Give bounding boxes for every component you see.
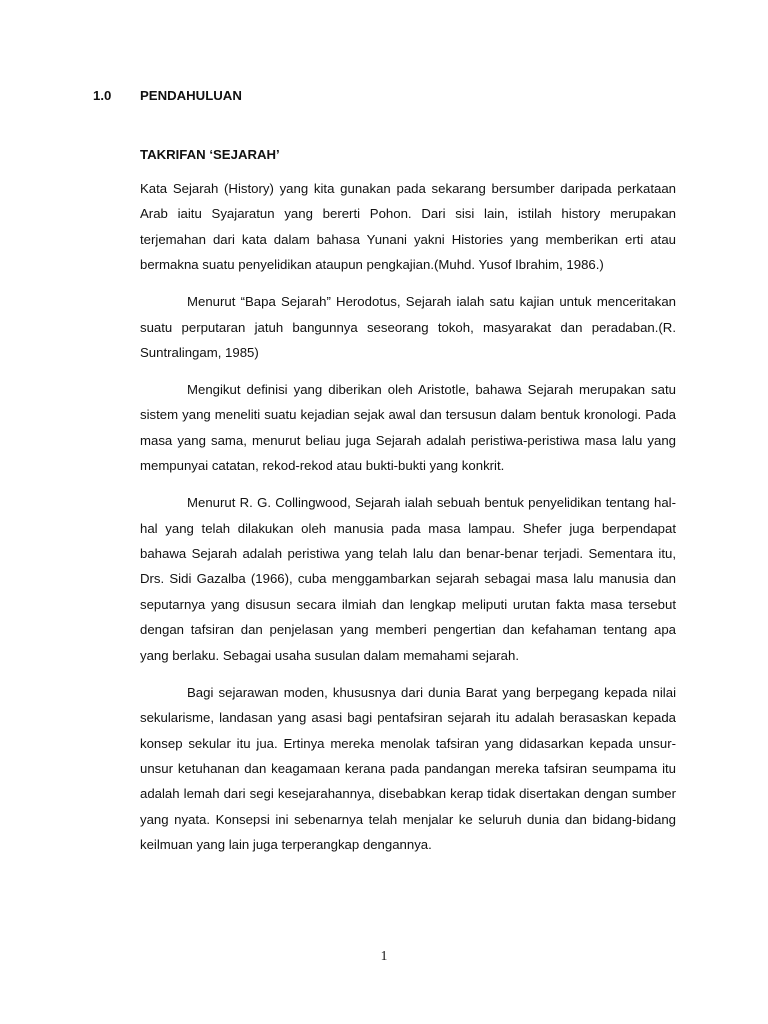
section-number: 1.0 (93, 88, 112, 103)
body-text (140, 176, 676, 869)
section-title: PENDAHULUAN (140, 88, 242, 103)
paragraph-4: Menurut R. G. Collingwood, Sejarah ialah sebuah bentuk penyelidikan tentang hal-hal yang telah dilakukan oleh manusia pada masa lampau. Shefer juga berpendapat bahawa Sejarah adalah peristiwa yang telah lalu dan benar-benar terjadi. Sementara itu, Drs. Sidi Gazalba (1966), cuba menggambarkan sejarah sebagai masa lalu manusia dan seputarnya yang disusun secara ilmiah dan lengkap meliputi urutan fakta masa tersebut dengan tafsiran dan penjelasan yang memberi pengertian dan kefahaman tentang apa yang berlaku. Sebagai usaha susulan dalam memahami sejarah. (140, 495, 676, 663)
subheading: TAKRIFAN ‘SEJARAH’ (140, 147, 280, 162)
page-number: 1 (380, 948, 388, 963)
paragraph-5: Bagi sejarawan moden, khususnya dari dunia Barat yang berpegang kepada nilai sekularisme, landasan yang asasi bagi pentafsiran sejarah itu adalah berasaskan kepada konsep sekular itu jua. Ertinya mereka menolak tafsiran yang didasarkan kepada unsur-unsur ketuhanan dan keagamaan kerana pada pandangan mereka tafsiran seumpama itu adalah lemah dari segi kesejarahannya, disebabkan kerap tidak disertakan dengan sumber yang nyata. Konsepsi ini sebenarnya telah menjalar ke seluruh dunia dan bidang-bidang keilmuan yang lain juga terperangkap dengannya. (140, 684, 676, 853)
paragraph-1: Kata Sejarah (History) yang kita gunakan pada sekarang bersumber daripada perkataan Arab iaitu Syajaratun yang bererti Pohon. Dari sisi lain, istilah history merupakan terjemahan dari kata dalam bahasa Yunani yakni Histories yang memberikan erti atau bermakna suatu penyelidikan ataupun pengkajian.(Muhd. Yusof Ibrahim, 1986.) (140, 181, 676, 273)
paragraph-3: Mengikut definisi yang diberikan oleh Aristotle, bahawa Sejarah merupakan satu sistem yang meneliti suatu kejadian sejak awal dan tersusun dalam bentuk kronologi. Pada masa yang sama, menurut beliau juga Sejarah adalah peristiwa-peristiwa masa lalu yang mempunyai catatan, rekod-rekod atau bukti-bukti yang konkrit. (140, 382, 676, 474)
section-heading (93, 88, 242, 103)
paragraph-2: Menurut “Bapa Sejarah” Herodotus, Sejarah ialah satu kajian untuk menceritakan suatu perputaran jatuh bangunnya seseorang tokoh, masyarakat dan peradaban.(R. Suntralingam, 1985) (140, 294, 676, 361)
